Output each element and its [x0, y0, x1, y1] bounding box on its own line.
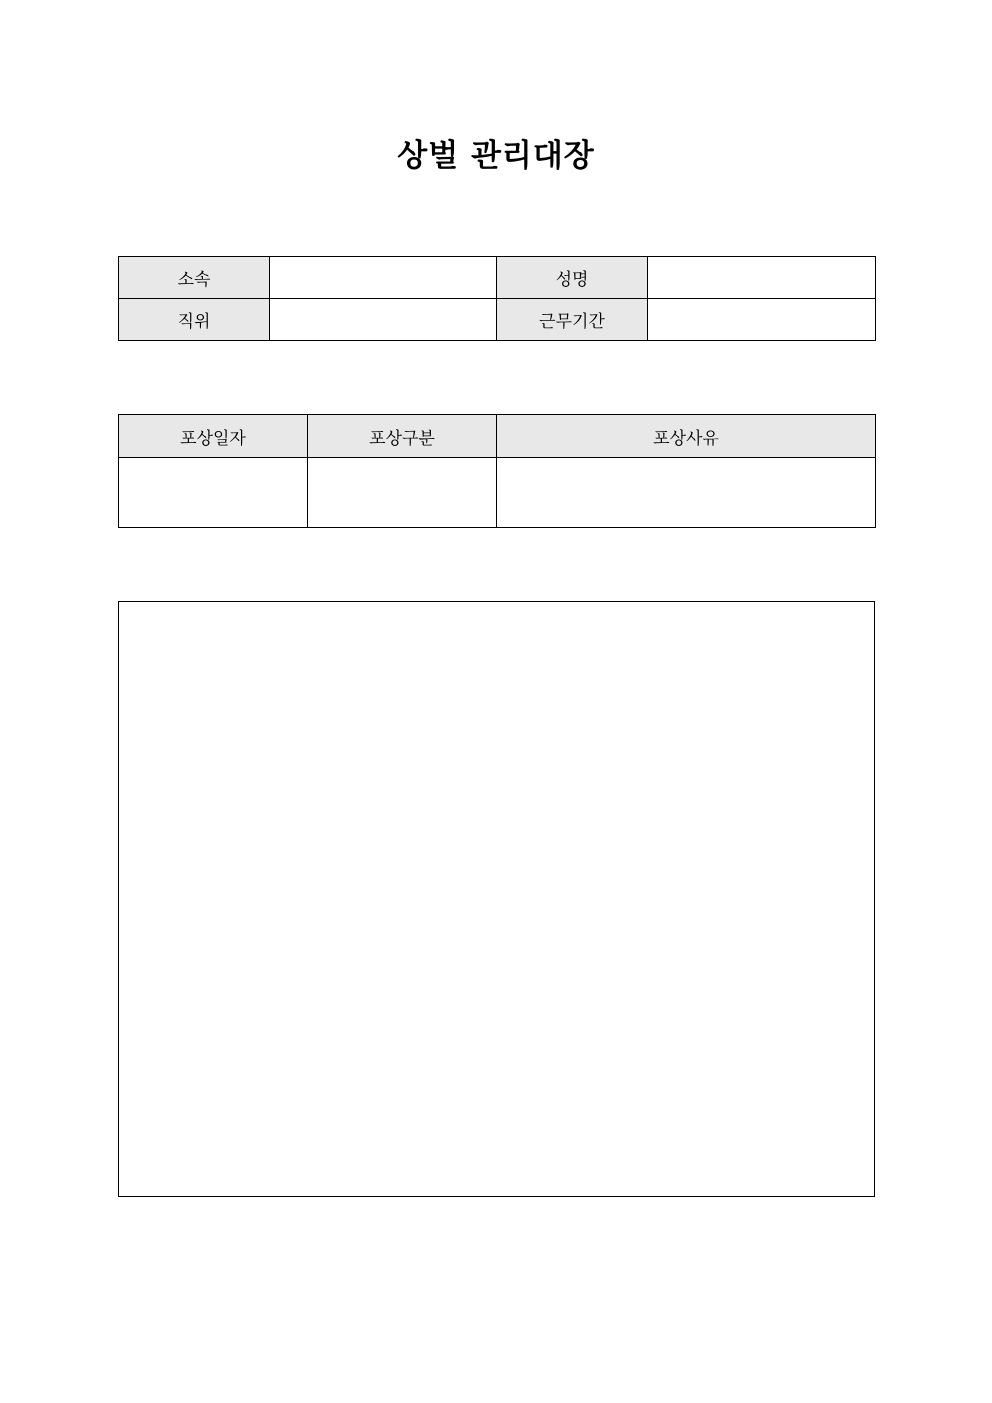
name-label: 성명 — [497, 257, 648, 299]
page-title: 상벌 관리대장 — [397, 138, 595, 174]
info-row-1 — [119, 257, 876, 299]
award-date-field[interactable] — [119, 458, 308, 528]
notes-box[interactable] — [118, 601, 875, 1197]
award-type-header: 포상구분 — [308, 415, 497, 458]
table-row — [119, 458, 876, 528]
work-period-field[interactable] — [648, 299, 876, 341]
affiliation-field[interactable] — [270, 257, 497, 299]
position-label: 직위 — [119, 299, 270, 341]
position-field[interactable] — [270, 299, 497, 341]
name-field[interactable] — [648, 257, 876, 299]
info-row-2 — [119, 299, 876, 341]
affiliation-label: 소속 — [119, 257, 270, 299]
award-type-field[interactable] — [308, 458, 497, 528]
award-header-row — [119, 415, 876, 458]
award-date-header: 포상일자 — [119, 415, 308, 458]
award-reason-header: 포상사유 — [497, 415, 876, 458]
award-table — [118, 414, 876, 528]
work-period-label: 근무기간 — [497, 299, 648, 341]
employee-info-table — [118, 256, 876, 341]
award-reason-field[interactable] — [497, 458, 876, 528]
